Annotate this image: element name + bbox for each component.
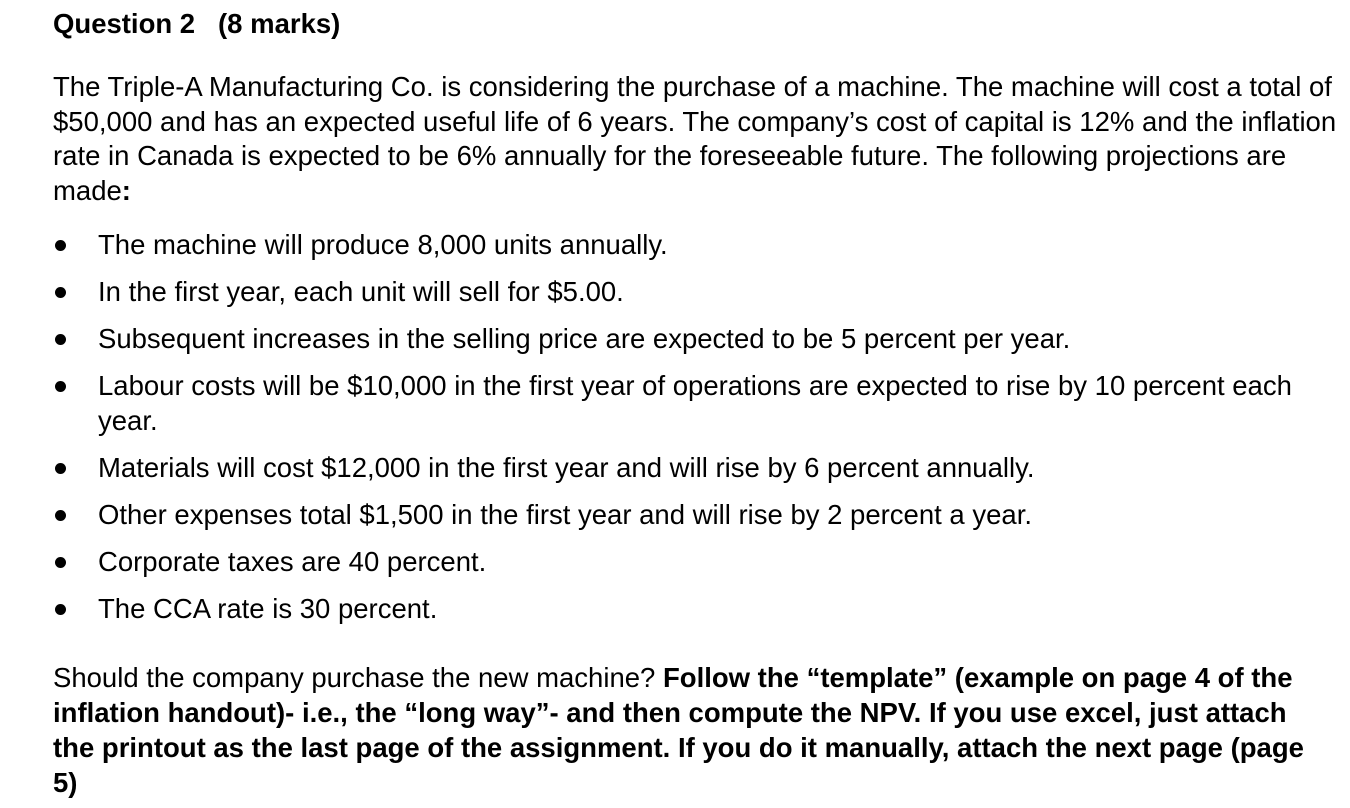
list-item bbox=[53, 498, 1298, 533]
bullet-icon bbox=[55, 240, 66, 251]
question-instructions: Follow the “template” (example on page 4 of the inflation handout)- i.e., the “long way”- and then compute the NPV. If you use excel, just attach the printout as the last page of the assignment. If you do it manually, attach the next page (page 5) bbox=[53, 662, 1304, 798]
list-item-text: Corporate taxes are 40 percent. bbox=[98, 545, 487, 577]
question-lead: Should the company purchase the new machine? bbox=[53, 662, 663, 693]
question-heading: Question 2 (8 marks) bbox=[53, 8, 341, 39]
bullet-icon bbox=[55, 287, 66, 298]
intro-colon: : bbox=[121, 174, 131, 206]
list-item-text: The machine will produce 8,000 units annually. bbox=[98, 229, 668, 260]
list-item-text: Materials will cost $12,000 in the first year and will rise by 6 percent annually. bbox=[98, 451, 1035, 483]
list-item bbox=[53, 545, 1298, 580]
bullet-icon bbox=[55, 463, 66, 474]
bullet-icon bbox=[55, 557, 66, 568]
question-paragraph bbox=[53, 660, 1333, 800]
list-item-text: Subsequent increases in the selling price are expected to be 5 percent per year. bbox=[98, 323, 1071, 354]
bullet-icon bbox=[55, 604, 66, 615]
bullet-icon bbox=[55, 381, 66, 392]
list-item bbox=[53, 369, 1298, 438]
list-item-text: The CCA rate is 30 percent. bbox=[98, 592, 438, 624]
bullet-icon bbox=[55, 510, 66, 521]
list-item bbox=[53, 275, 1298, 310]
list-item bbox=[53, 228, 1298, 263]
list-item bbox=[53, 322, 1298, 357]
list-item-text: Other expenses total $1,500 in the first year and will rise by 2 percent a year. bbox=[98, 498, 1032, 530]
list-item-text: In the first year, each unit will sell for $5.00. bbox=[98, 276, 624, 307]
intro-paragraph bbox=[53, 70, 1350, 208]
list-item bbox=[53, 592, 1298, 627]
bullet-icon bbox=[55, 334, 66, 345]
projections-list bbox=[53, 228, 1350, 626]
list-item-text: Labour costs will be $10,000 in the first year of operations are expected to rise by 10 percent each year. bbox=[98, 370, 1292, 436]
intro-text: The Triple-A Manufacturing Co. is considering the purchase of a machine. The machine will cost a total of $50,000 and has an expected useful life of 6 years. The company’s cost of capital is 12% and the inflation rate in Canada is expected to be 6% annually for the foreseeable future. The following projections are made bbox=[53, 71, 1337, 206]
list-item bbox=[53, 451, 1298, 486]
